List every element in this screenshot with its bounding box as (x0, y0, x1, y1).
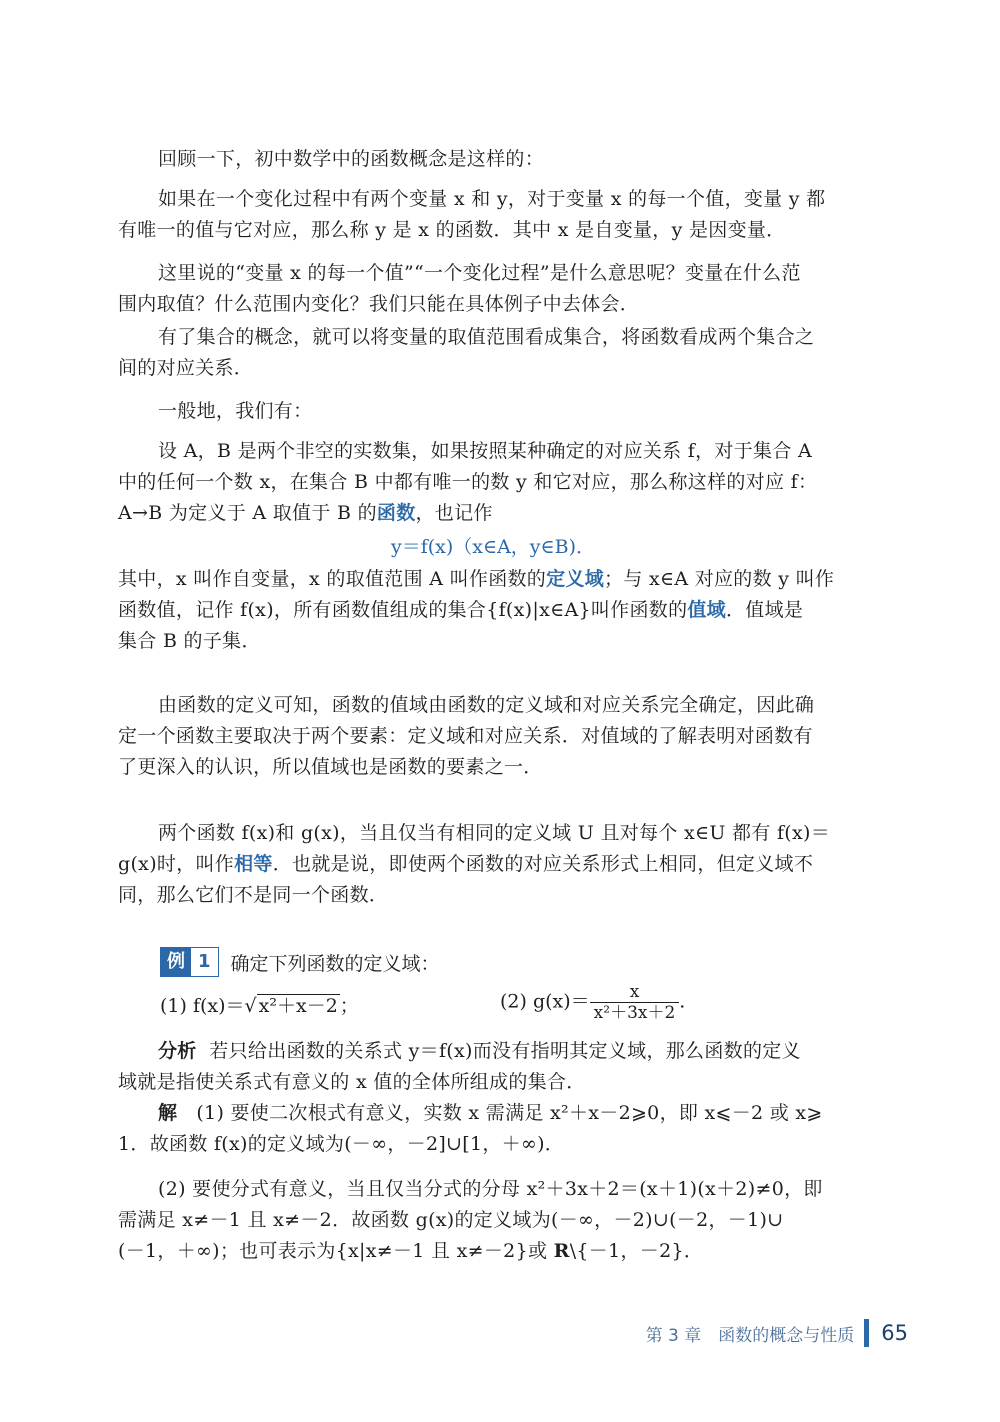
solution-part-2: (2) 要使分式有意义，当且仅当分式的分母 x²＋3x＋2＝(x＋1)(x＋2)≠0，即 需满足 x≠－1 且 x≠－2．故函数 g(x)的定义域为(－∞，－2)∪(－2，－1)∪ (－1，＋∞)；也可表示为{x|x≠－1 且 x≠－2}或 R\{－1，－2}． (118, 1178, 823, 1262)
function-definition: 设 A，B 是两个非空的实数集，如果按照某种确定的对应关系 f，对于集合 A 中的任何一个数 x，在集合 B 中都有唯一的数 y 和它对应，那么称这样的对应 f： A→B 为定义于 A 取值于 B 的函数，也记作 (118, 440, 818, 524)
old-definition-paragraph: 如果在一个变化过程中有两个变量 x 和 y，对于变量 x 的每一个值，变量 y 都 有唯一的值与它对应，那么称 y 是 x 的函数．其中 x 是自变量，y 是因变量． (118, 188, 826, 241)
solution-part-1: 解 (1) 要使二次根式有意义，实数 x 需满足 x²＋x－2⩾0，即 x⩽－2 或 x⩾ 1．故函数 f(x)的定义域为(－∞，－2]∪[1，＋∞)． (118, 1102, 823, 1155)
term-function: 函数 (376, 502, 416, 524)
analysis-label: 分析 (158, 1040, 197, 1062)
sqrt-symbol: √ (244, 995, 257, 1017)
example-heading (160, 947, 440, 977)
example-title: 确定下列函数的定义域： (230, 952, 440, 975)
chapter-title: 第 3 章 函数的概念与性质 (645, 1325, 855, 1346)
function-notation-formula: y＝f(x)（x∈A，y∈B)． (391, 536, 595, 558)
term-domain: 定义域 (546, 568, 605, 590)
range-note-paragraph: 由函数的定义可知，函数的值域由函数的定义域和对应关系完全确定，因此确 定一个函数主要取决于两个要素：定义域和对应关系．对值域的了解表明对函数有 了更深入的认识，所以值域也是函数的要素之一． (118, 694, 815, 778)
footer-divider (864, 1319, 869, 1347)
question-paragraph: 这里说的“变量 x 的每一个值”“一个变化过程”是什么意思呢？变量在什么范 围内取值？什么范围内变化？我们只能在具体例子中去体会． (118, 262, 801, 315)
example-question-2: (2) g(x)＝ $\frac{x}{\text{x²＋3x＋2}}$ . (500, 982, 686, 1023)
equality-paragraph: 两个函数 f(x)和 g(x)，当且仅当有相同的定义域 U 且对每个 x∈U 都有 f(x)＝ g(x)时，叫作相等．也就是说，即使两个函数的对应关系形式上相同，但定义域不 同，那么它们不是同一个函数． (118, 822, 831, 906)
example-question-1: (1) f(x)＝√ x²＋x－2 ； (160, 995, 359, 1017)
domain-range-definition: 其中，x 叫作自变量，x 的取值范围 A 叫作函数的定义域；与 x∈A 对应的数 y 叫作 函数值，记作 f(x)，所有函数值组成的集合{f(x)|x∈A}叫作函数的值域．值域是 集合 B 的子集． (118, 568, 835, 652)
intro-paragraph: 回顾一下，初中数学中的函数概念是这样的： (158, 148, 545, 170)
set-concept-paragraph: 有了集合的概念，就可以将变量的取值范围看成集合，将函数看成两个集合之 间的对应关系． (118, 326, 815, 379)
general-intro: 一般地，我们有： (158, 400, 313, 422)
fraction: $\frac{x}{\text{x²＋3x＋2}}$ (590, 982, 680, 1023)
page-number: 65 (881, 1321, 908, 1345)
solution-label: 解 (158, 1102, 178, 1124)
term-equal: 相等 (234, 853, 273, 875)
page-footer (646, 1318, 908, 1348)
term-range: 值域 (687, 599, 726, 621)
analysis-paragraph: 分析 若只给出函数的关系式 y＝f(x)而没有指明其定义域，那么函数的定义 域就是指使关系式有意义的 x 值的全体所组成的集合． (118, 1040, 801, 1093)
radicand: x²＋x－2 (258, 995, 338, 1017)
example-badge: 例 1 (160, 947, 219, 977)
real-set-symbol: R (553, 1240, 570, 1262)
